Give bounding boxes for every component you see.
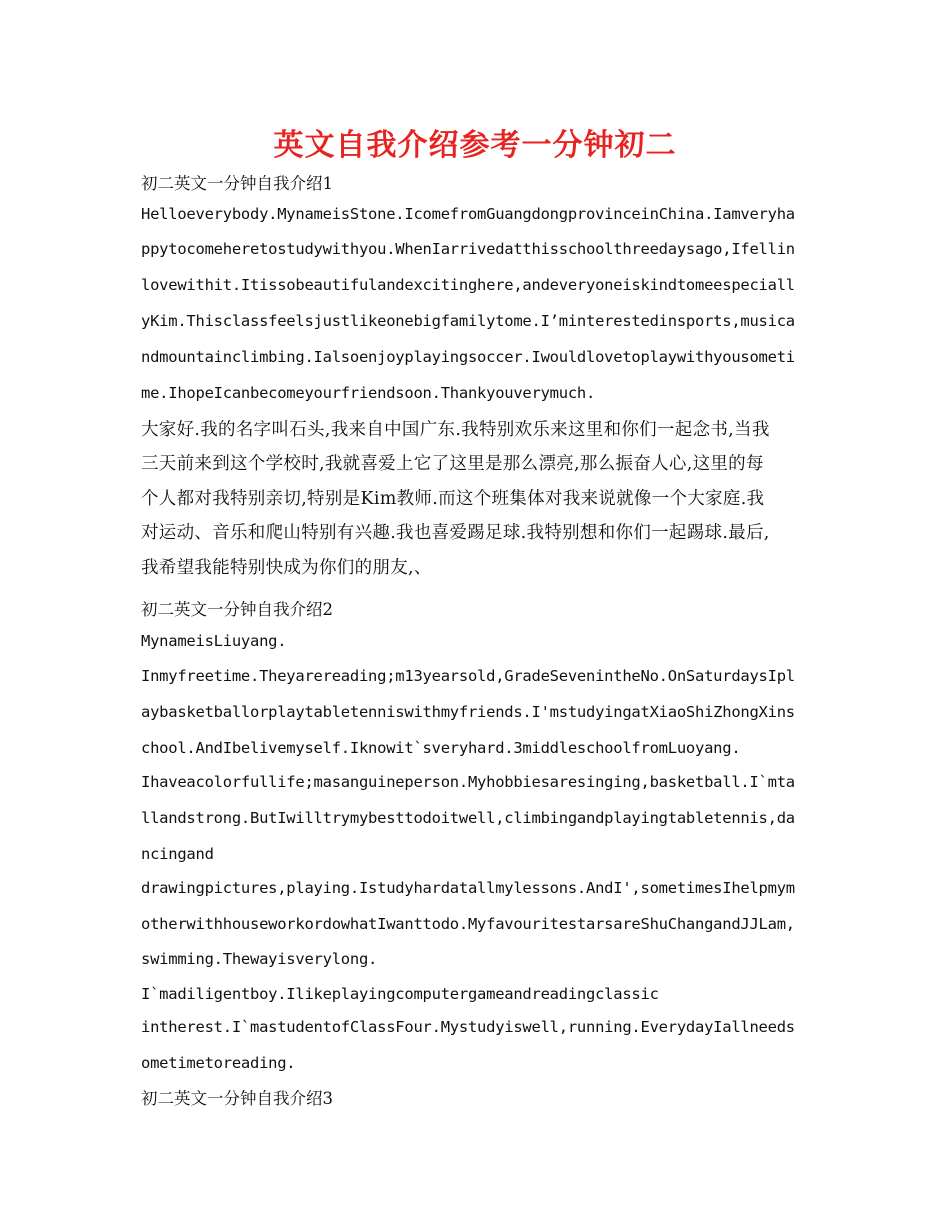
paragraph-line: lovewithit.Itissobeautifulandexcitinghere,andeveryoneiskindtomeespeciall: [141, 276, 795, 294]
paragraph-line: ncingand: [141, 845, 214, 863]
section-heading-1: 初二英文一分钟自我介绍1: [141, 174, 333, 193]
chinese-paragraph-line: 大家好.我的名字叫石头,我来自中国广东.我特别欢乐来这里和你们一起念书,当我: [141, 420, 770, 440]
chinese-paragraph-line: 我希望我能特别快成为你们的朋友,、: [141, 558, 432, 578]
chinese-paragraph-line: 对运动、音乐和爬山特别有兴趣.我也喜爱踢足球.我特别想和你们一起踢球.最后,: [141, 523, 770, 543]
chinese-paragraph-line: 三天前来到这个学校时,我就喜爱上它了这里是那么漂亮,那么振奋人心,这里的每: [141, 454, 764, 474]
paragraph-line: Helloeverybody.MynameisStone.IcomefromGuangdongprovinceinChina.Iamveryha: [141, 205, 795, 223]
paragraph-line: yKim.Thisclassfeelsjustlikeonebigfamilytome.I’minterestedinsports,musica: [141, 312, 795, 330]
paragraph-line: llandstrong.ButIwilltrymybesttodoitwell,climbingandplayingtabletennis,da: [141, 809, 795, 827]
paragraph-line: otherwithhouseworkordowhatIwanttodo.MyfavouritestarsareShuChangandJJLam,: [141, 915, 795, 933]
document-title: 英文自我介绍参考一分钟初二: [273, 128, 677, 163]
paragraph-line: chool.AndIbelivemyself.Iknowit`sveryhard.3middleschoolfromLuoyang.: [141, 739, 741, 757]
chinese-paragraph-line: 个人都对我特别亲切,特别是Kim教师.而这个班集体对我来说就像一个大家庭.我: [141, 489, 765, 509]
paragraph-line: swimming.Thewayisverylong.: [141, 950, 378, 968]
paragraph-line: MynameisLiuyang.: [141, 632, 287, 650]
section-heading-3: 初二英文一分钟自我介绍3: [141, 1089, 333, 1108]
paragraph-line: I`madiligentboy.Ilikeplayingcomputergameandreadingclassic: [141, 985, 659, 1003]
paragraph-line: ometimetoreading.: [141, 1054, 296, 1072]
paragraph-line: me.IhopeIcanbecomeyourfriendsoon.Thankyouverymuch.: [141, 384, 596, 402]
paragraph-line: drawingpictures,playing.Istudyhardatallmylessons.AndI',sometimesIhelpmym: [141, 879, 795, 897]
paragraph-line: intherest.I`mastudentofClassFour.Mystudyiswell,running.EverydayIallneeds: [141, 1018, 795, 1036]
section-heading-2: 初二英文一分钟自我介绍2: [141, 600, 333, 619]
paragraph-line: aybasketballorplaytabletenniswithmyfriends.I'mstudyingatXiaoShiZhongXins: [141, 703, 795, 721]
paragraph-line: Ihaveacolorfullife;masanguineperson.Myhobbiesaresinging,basketball.I`mta: [141, 773, 795, 791]
paragraph-line: Inmyfreetime.Theyarereading;m13yearsold,GradeSevenintheNo.OnSaturdaysIpl: [141, 667, 795, 685]
paragraph-line: ppytocomeheretostudywithyou.WhenIarrivedatthisschoolthreedaysago,Ifellin: [141, 240, 795, 258]
paragraph-line: ndmountainclimbing.Ialsoenjoyplayingsoccer.Iwouldlovetoplaywithyousometi: [141, 348, 795, 366]
